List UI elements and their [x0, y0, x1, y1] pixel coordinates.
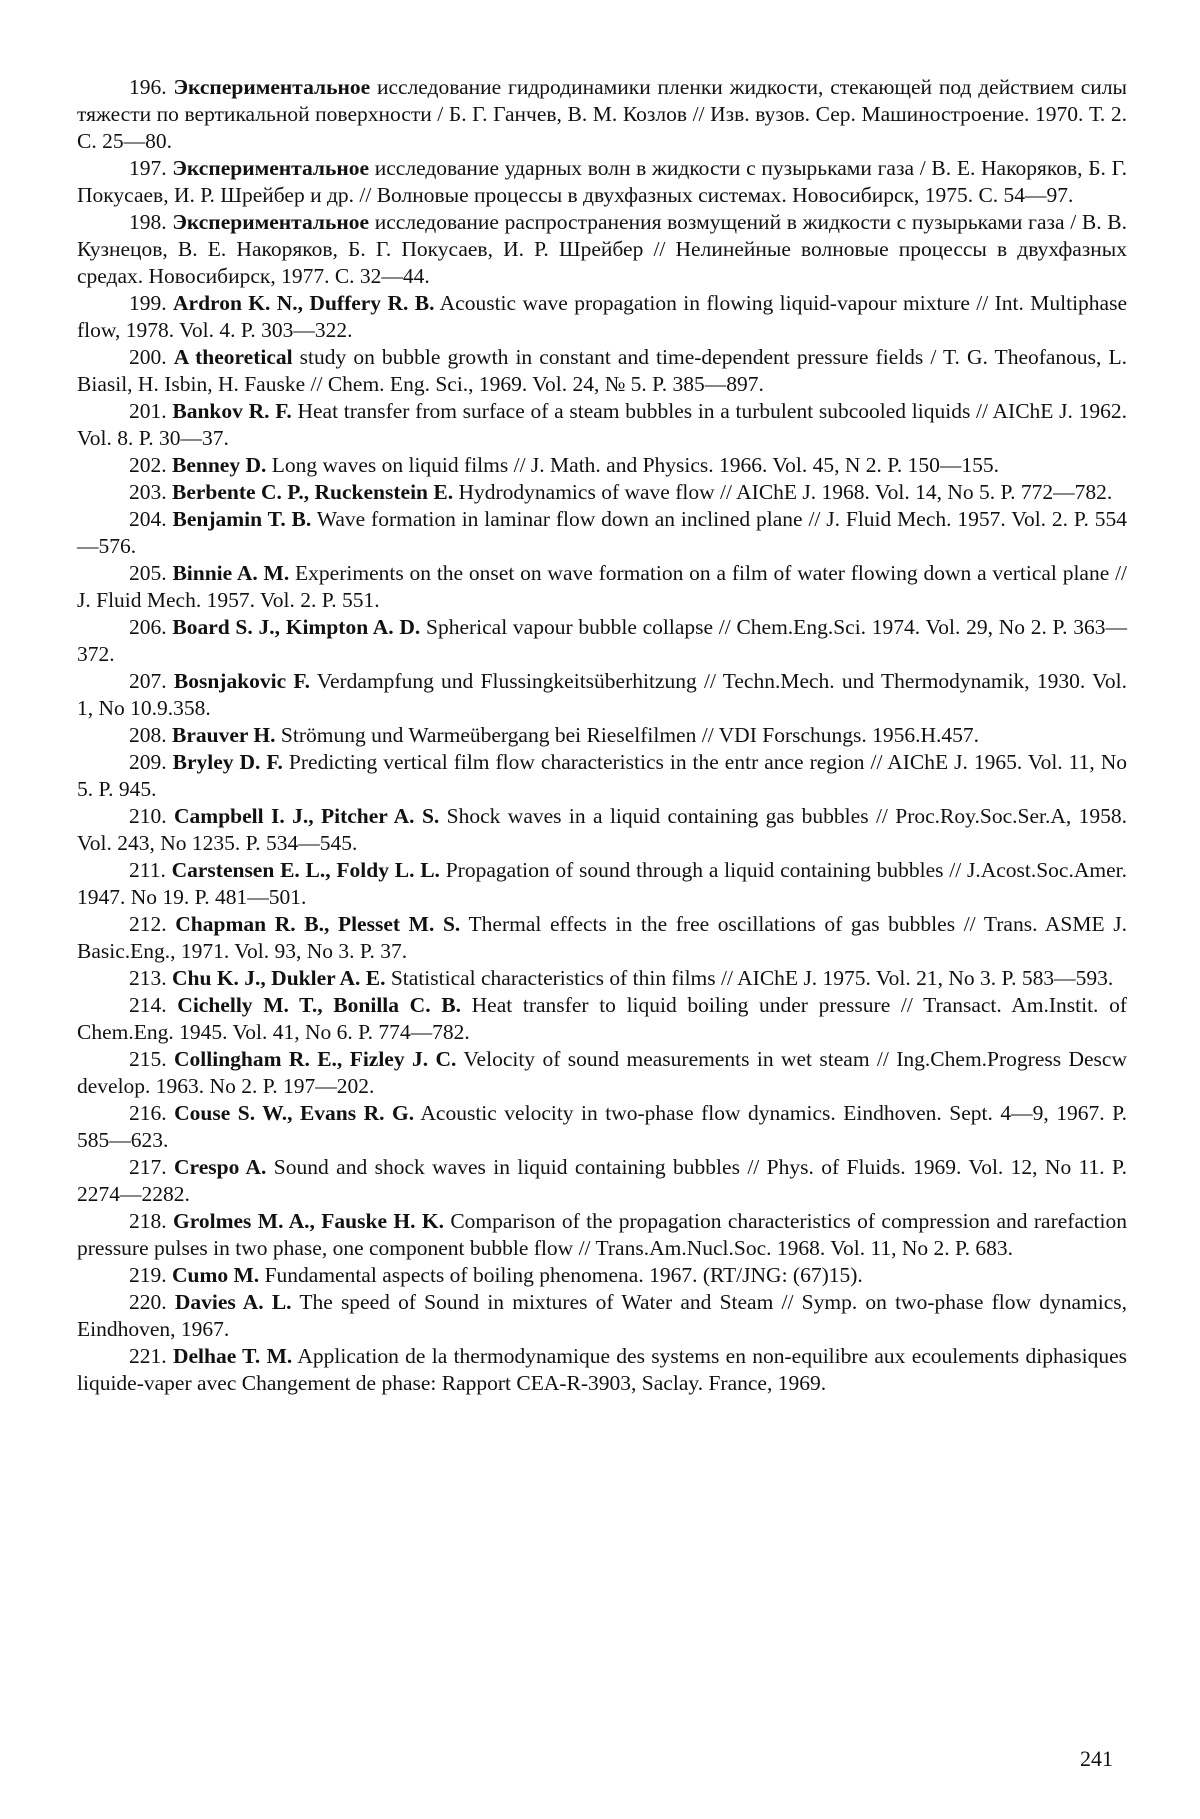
- reference-list: [77, 74, 1127, 1397]
- reference-citation: Application de la thermodynamique des systems en non-equilibre aux ecoulements diphasiques liquide-vaper avec Changement de phase: Rapport CEA-R-3903, Saclay. France, 1969.: [77, 1344, 1127, 1395]
- page-number: 241: [1080, 1746, 1113, 1771]
- reference-authors: Grolmes M. A., Fauske H. K.: [173, 1209, 444, 1233]
- reference-entry: [77, 1100, 1127, 1154]
- reference-number: 221.: [129, 1344, 167, 1368]
- reference-entry: [77, 1343, 1127, 1397]
- reference-number: 197.: [129, 156, 167, 180]
- reference-authors: Cumo M.: [172, 1263, 260, 1287]
- reference-number: 210.: [129, 804, 167, 828]
- reference-number: 202.: [129, 453, 167, 477]
- reference-number: 209.: [129, 750, 167, 774]
- reference-authors: Campbell I. J., Pitcher A. S.: [174, 804, 440, 828]
- reference-citation: Wave formation in laminar flow down an inclined plane // J. Fluid Mech. 1957. Vol. 2. P. 554—576.: [77, 507, 1127, 558]
- reference-authors: Davies A. L.: [174, 1290, 292, 1314]
- reference-number: 211.: [129, 858, 166, 882]
- reference-entry: [77, 1154, 1127, 1208]
- reference-entry: [77, 668, 1127, 722]
- reference-entry: [77, 614, 1127, 668]
- reference-number: 196.: [129, 75, 167, 99]
- reference-citation: Predicting vertical film flow characteristics in the entr ance region // AIChE J. 1965. Vol. 11, No 5. P. 945.: [77, 750, 1127, 801]
- reference-authors: Delhae T. M.: [172, 1344, 293, 1368]
- reference-authors: Chu K. J., Dukler A. E.: [172, 966, 386, 990]
- reference-entry: [77, 155, 1127, 209]
- reference-number: 218.: [129, 1209, 167, 1233]
- reference-authors: Benney D.: [172, 453, 267, 477]
- reference-authors: Board S. J., Kimpton A. D.: [172, 615, 421, 639]
- reference-authors: Экспериментальное: [172, 210, 370, 234]
- reference-entry: [77, 290, 1127, 344]
- reference-citation: Verdampfung und Flussingkeitsüberhitzung // Techn.Mech. und Thermodynamik, 1930. Vol. 1, No 10.9.358.: [77, 669, 1127, 720]
- reference-entry: [77, 479, 1127, 506]
- reference-entry: [77, 803, 1127, 857]
- reference-authors: Berbente C. P., Ruckenstein E.: [172, 480, 454, 504]
- reference-authors: Bosnjakovic F.: [173, 669, 310, 693]
- reference-authors: Bankov R. F.: [172, 399, 292, 423]
- reference-number: 215.: [129, 1047, 167, 1071]
- reference-citation: Statistical characteristics of thin films // AIChE J. 1975. Vol. 21, No 3. P. 583—593.: [385, 966, 1114, 990]
- reference-citation: исследование распространения возмущений в жидкости с пузырьками газа / В. В. Кузнецов, В. Е. Накоряков, Б. Г. Покусаев, И. Р. Шрейбер // Нелинейные волновые процессы в двухфазных средах. Новосибирск, 1977. С. 32—44.: [77, 210, 1128, 288]
- reference-number: 217.: [129, 1155, 167, 1179]
- reference-citation: Velocity of sound measurements in wet steam // Ing.Chem.Progress Descw develop. 1963. No 2. P. 197—202.: [77, 1047, 1127, 1098]
- reference-citation: Heat transfer from surface of a steam bubbles in a turbulent subcooled liquids // AIChE J. 1962. Vol. 8. P. 30—37.: [77, 399, 1127, 450]
- reference-entry: [77, 911, 1127, 965]
- reference-number: 206.: [129, 615, 167, 639]
- reference-citation: Fundamental aspects of boiling phenomena. 1967. (RT/JNG: (67)15).: [259, 1263, 863, 1287]
- reference-entry: [77, 506, 1127, 560]
- reference-number: 212.: [129, 912, 167, 936]
- reference-number: 216.: [129, 1101, 167, 1125]
- reference-entry: [77, 1208, 1127, 1262]
- reference-entry: [77, 560, 1127, 614]
- reference-number: 207.: [129, 669, 167, 693]
- reference-citation: Experiments on the onset on wave formation on a film of water flowing down a vertical plane // J. Fluid Mech. 1957. Vol. 2. P. 551.: [77, 561, 1128, 612]
- reference-citation: Shock waves in a liquid containing gas bubbles // Proc.Roy.Soc.Ser.A, 1958. Vol. 243, No 1235. P. 534—545.: [77, 804, 1128, 855]
- reference-entry: [77, 452, 1127, 479]
- reference-authors: Bryley D. F.: [172, 750, 283, 774]
- reference-authors: Crespo A.: [174, 1155, 267, 1179]
- reference-entry: [77, 74, 1127, 155]
- reference-entry: [77, 965, 1127, 992]
- reference-number: 205.: [129, 561, 167, 585]
- reference-number: 219.: [129, 1263, 167, 1287]
- reference-citation: Strömung und Warmeübergang bei Rieselfilmen // VDI Forschungs. 1956.H.457.: [275, 723, 980, 747]
- reference-number: 199.: [129, 291, 167, 315]
- reference-citation: study on bubble growth in constant and time-dependent pressure fields / T. G. Theofanous, L. Biasil, H. Isbin, H. Fauske // Chem. Eng. Sci., 1969. Vol. 24, № 5. P. 385—897.: [77, 345, 1127, 396]
- reference-number: 198.: [129, 210, 167, 234]
- reference-entry: [77, 992, 1127, 1046]
- reference-entry: [77, 344, 1127, 398]
- reference-entry: [77, 722, 1127, 749]
- reference-entry: [77, 398, 1127, 452]
- reference-number: 213.: [129, 966, 167, 990]
- reference-number: 220.: [129, 1290, 167, 1314]
- reference-authors: Collingham R. E., Fizley J. C.: [174, 1047, 457, 1071]
- reference-citation: Heat transfer to liquid boiling under pressure // Transact. Am.Instit. of Chem.Eng. 1945. Vol. 41, No 6. P. 774—782.: [77, 993, 1128, 1044]
- reference-citation: Hydrodynamics of wave flow // AIChE J. 1968. Vol. 14, No 5. P. 772—782.: [453, 480, 1113, 504]
- reference-number: 204.: [129, 507, 167, 531]
- reference-citation: Spherical vapour bubble collapse // Chem.Eng.Sci. 1974. Vol. 29, No 2. P. 363—372.: [77, 615, 1127, 666]
- reference-citation: Acoustic velocity in two-phase flow dynamics. Eindhoven. Sept. 4—9, 1967. P. 585—623.: [77, 1101, 1128, 1152]
- reference-entry: [77, 1289, 1127, 1343]
- reference-number: 208.: [129, 723, 167, 747]
- reference-citation: исследование гидродинамики пленки жидкости, стекающей под действием силы тяжести по вертикальной поверхности / Б. Г. Ганчев, В. М. Козлов // Изв. вузов. Сер. Машиностроение. 1970. Т. 2. С. 25—80.: [77, 75, 1127, 153]
- reference-entry: [77, 749, 1127, 803]
- reference-number: 200.: [129, 345, 167, 369]
- reference-entry: [77, 209, 1127, 290]
- reference-citation: Sound and shock waves in liquid containing bubbles // Phys. of Fluids. 1969. Vol. 12, No 11. P. 2274—2282.: [77, 1155, 1128, 1206]
- reference-entry: [77, 1046, 1127, 1100]
- reference-authors: Benjamin T. B.: [172, 507, 312, 531]
- reference-citation: Thermal effects in the free oscillations of gas bubbles // Trans. ASME J. Basic.Eng., 1971. Vol. 93, No 3. P. 37.: [77, 912, 1128, 963]
- reference-citation: Comparison of the propagation characteristics of compression and rarefaction pressure pulses in two phase, one component bubble flow // Trans.Am.Nucl.Soc. 1968. Vol. 11, No 2. P. 683.: [77, 1209, 1127, 1260]
- reference-authors: Экспериментальное: [173, 75, 371, 99]
- reference-number: 214.: [129, 993, 167, 1017]
- reference-authors: A theoretical: [173, 345, 293, 369]
- reference-citation: Acoustic wave propagation in flowing liquid-vapour mixture // Int. Multiphase flow, 1978. Vol. 4. P. 303—322.: [77, 291, 1128, 342]
- reference-citation: The speed of Sound in mixtures of Water and Steam // Symp. on two-phase flow dynamics, Eindhoven, 1967.: [77, 1290, 1127, 1341]
- reference-number: 203.: [129, 480, 167, 504]
- reference-authors: Brauver H.: [172, 723, 276, 747]
- reference-authors: Carstensen E. L., Foldy L. L.: [171, 858, 440, 882]
- reference-authors: Cichelly M. T., Bonilla C. B.: [177, 993, 461, 1017]
- reference-entry: [77, 1262, 1127, 1289]
- reference-authors: Ardron K. N., Duffery R. B.: [173, 291, 435, 315]
- reference-citation: исследование ударных волн в жидкости с пузырьками газа / В. Е. Накоряков, Б. Г. Покусаев, И. Р. Шрейбер и др. // Волновые процессы в двухфазных системах. Новосибирск, 1975. С. 54—97.: [77, 156, 1127, 207]
- reference-citation: Long waves on liquid films // J. Math. and Physics. 1966. Vol. 45, N 2. P. 150—155.: [266, 453, 999, 477]
- reference-entry: [77, 857, 1127, 911]
- reference-authors: Couse S. W., Evans R. G.: [174, 1101, 415, 1125]
- reference-authors: Binnie A. M.: [172, 561, 290, 585]
- reference-authors: Экспериментальное: [172, 156, 370, 180]
- reference-number: 201.: [129, 399, 167, 423]
- reference-authors: Chapman R. B., Plesset M. S.: [175, 912, 461, 936]
- reference-citation: Propagation of sound through a liquid containing bubbles // J.Acost.Soc.Amer. 1947. No 19. P. 481—501.: [77, 858, 1127, 909]
